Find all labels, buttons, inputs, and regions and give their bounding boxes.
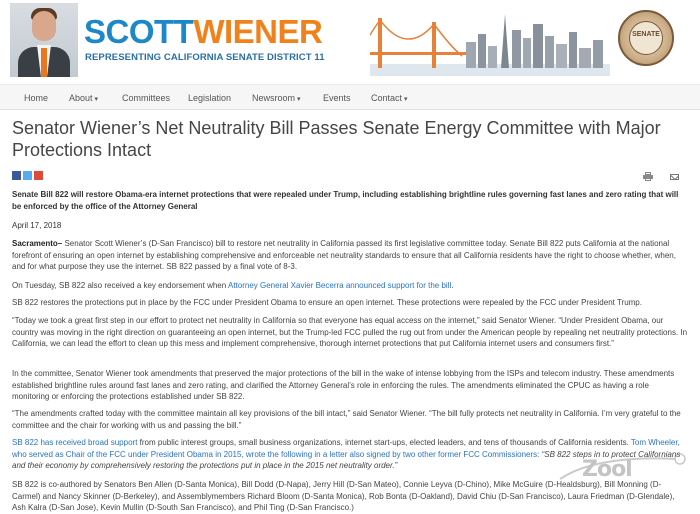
paragraph-4: “Today we took a great first step in our effort to protect net neutrality in California so that everyone has equal access on the internet,” said Senator Wiener. “Under President Obama, our country was moving in the right direction on guaranteeing an open internet, but the Trump-led FCC pulled the rug out from under the American people by repealing net neutrality protections. In California, we can lead the effort to clean up this mess and implement comprehensive, thorough internet protections that put California internet users and consumers first.” xyxy=(12,316,688,348)
nav-events[interactable] xyxy=(323,85,351,111)
paragraph-1-text: Senator Scott Wiener’s (D-San Francisco) bill to restore net neutrality in California passed its first legislative committee today. Senate Bill 822 puts California at the national forefront of ensuring an open internet by establishing comprehensive and enforceable net neutrality standards to ensure that all California residents have the right to choose whether, when, and for what purpose they use the internet. SB 822 passed by a final vote of 8-3. xyxy=(12,239,676,271)
nav-committees-label: Committees xyxy=(122,93,171,103)
paragraph-3: SB 822 restores the protections put in place by the FCC under President Obama to ensure an open internet. These protections were repealed by the FCC under President Trump. xyxy=(12,298,642,307)
dateline: Sacramento– xyxy=(12,239,63,248)
site-header xyxy=(0,0,700,82)
portrait-face xyxy=(32,11,56,41)
logo-first-name: SCOTT xyxy=(84,13,194,50)
paragraph-2-end: . xyxy=(451,281,454,290)
seal-inner-ring xyxy=(629,21,663,55)
logo-last-name: WIENER xyxy=(193,13,323,50)
paragraph-6: “The amendments crafted today with the committee maintain all key provisions of the bill intact,” said Senator Wiener. “The bill fully protects net neutrality in California. I’m very grateful to the committee and the chair for working with us and passing the bill.” xyxy=(12,409,681,430)
senator-portrait xyxy=(10,3,78,77)
nav-legislation[interactable] xyxy=(188,85,231,111)
nav-legislation-label: Legislation xyxy=(188,93,232,103)
nav-about[interactable] xyxy=(69,85,98,111)
share-buttons xyxy=(12,171,45,180)
article-lead: Senate Bill 822 will restore Obama-era internet protections that were repealed under Trump, including establishing brightline rules governing fast lanes and zero rating that will be enforced by the office of the Attorney General xyxy=(12,190,679,211)
main-navigation xyxy=(0,84,700,110)
seal-text: SENATE xyxy=(632,31,660,38)
nav-newsroom[interactable] xyxy=(252,85,301,111)
watermark-text: Zool xyxy=(582,457,632,482)
attorney-general-support-link[interactable]: Attorney General Xavier Becerra announced support for the bill xyxy=(227,281,452,290)
nav-newsroom-label: Newsroom xyxy=(252,93,296,103)
nav-home-label: Home xyxy=(24,93,49,103)
google-plus-icon[interactable] xyxy=(34,171,43,180)
nav-events-label: Events xyxy=(323,93,351,103)
facebook-icon[interactable] xyxy=(12,171,21,180)
portrait-tie xyxy=(41,48,47,77)
paragraph-8: SB 822 is co-authored by Senators Ben Allen (D-Santa Monica), Bill Dodd (D-Napa), Jerry Hill (D-San Mateo), Connie Leyva (D-Chino), Mike McGuire (D-Healdsburg), Bill Monning (D-Carmel) and Nancy Skinner (D-Berkeley), and Assemblymembers Richard Bloom (D-Santa Monica), Rob Bonta (D-Oakland), David Chiu (D-San Francisco), Laura Friedman (D-Glendale), Ash Kalra (D-San Jose), Kevin Mullin (D-South San Francisco), and Phil Ting (D-San Francisco.) xyxy=(12,480,675,512)
article-title: Senator Wiener’s Net Neutrality Bill Passes Senate Energy Committee with Major Protections Intact xyxy=(12,118,661,160)
nav-contact[interactable] xyxy=(371,85,408,111)
paragraph-2 xyxy=(12,280,688,292)
nav-committees[interactable] xyxy=(122,85,170,111)
nav-contact-label: Contact xyxy=(371,93,403,103)
article-date: April 17, 2018 xyxy=(12,221,62,230)
california-senate-seal xyxy=(618,10,674,66)
paragraph-5: In the committee, Senator Wiener took amendments that preserved the major protections of the bill in the wake of intense lobbying from the ISPs and telecom industry. These amendments established brightline rules around fast lanes and zero rating, and clarified the Attorney General’s role in enforcing the rules. The amendments eliminated the CPUC as having a role monitoring or enforcing the protections established under SB 822. xyxy=(12,369,675,401)
site-logo-subtitle: REPRESENTING CALIFORNIA SENATE DISTRICT 11 xyxy=(85,52,325,63)
chevron-down-icon: ▾ xyxy=(297,96,301,103)
broad-support-link[interactable]: SB 822 has received broad support xyxy=(12,438,138,447)
paragraph-7-text: from public interest groups, small business organizations, internet start-ups, elected leaders, and tens of thousands of California residents. xyxy=(137,438,631,447)
email-icon[interactable] xyxy=(670,174,679,180)
wheeler-quote: “SB 822 steps in to protect Californians and their economy by comprehensively restoring the protections put in place in the 2015 net neutrality order.” xyxy=(12,449,681,470)
paragraph-2-text: On Tuesday, SB 822 also received a key endorsement when xyxy=(12,281,228,290)
site-logo-title[interactable] xyxy=(84,14,322,50)
nav-about-label: About xyxy=(69,93,93,103)
chevron-down-icon: ▾ xyxy=(404,96,408,103)
tom-wheeler-link[interactable]: Tom Wheeler, who served as Chair of the FCC under President Obama in 2015, wrote the following in a letter also signed by two other former FCC Commissioners: xyxy=(12,438,680,459)
print-icon[interactable] xyxy=(643,172,653,181)
chevron-down-icon: ▾ xyxy=(94,96,99,103)
sf-skyline-illustration xyxy=(370,6,610,76)
twitter-icon[interactable] xyxy=(23,171,32,180)
zool-watermark xyxy=(556,449,692,489)
paragraph-1 xyxy=(12,238,688,273)
nav-home[interactable] xyxy=(24,85,48,111)
